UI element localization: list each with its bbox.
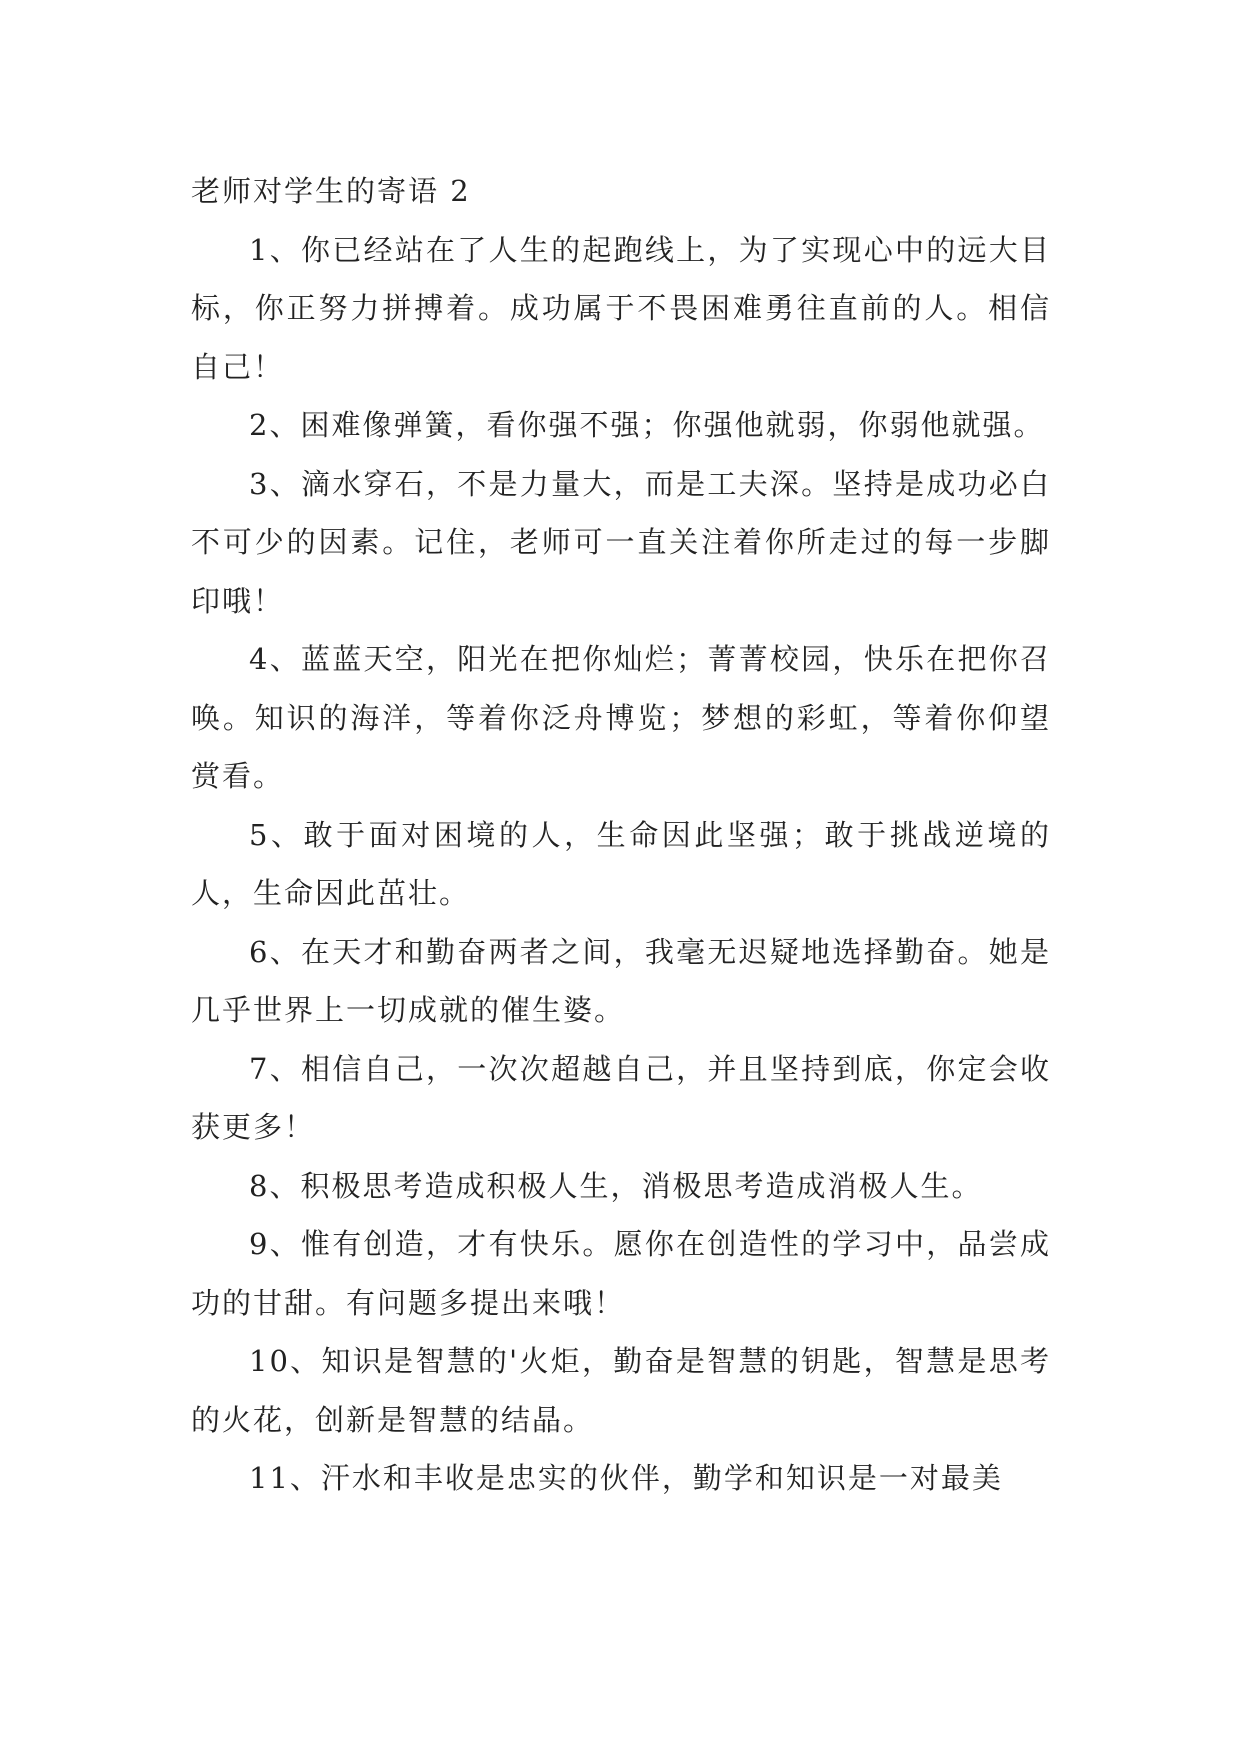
paragraph-8: 8、积极思考造成积极人生，消极思考造成消极人生。 bbox=[249, 1168, 983, 1203]
paragraph-4: 4、蓝蓝天空，阳光在把你灿烂；菁菁校园，快乐在把你召唤。知识的海洋，等着你泛舟博览；梦想的彩虹，等着你仰望赏看。 bbox=[191, 642, 1051, 793]
paragraph-7: 7、相信自己，一次次超越自己，并且坚持到底，你定会收获更多！ bbox=[191, 1051, 1051, 1144]
document-title: 老师对学生的寄语 2 bbox=[191, 174, 471, 208]
paragraph-6: 6、在天才和勤奋两者之间，我毫无迟疑地选择勤奋。她是几乎世界上一切成就的催生婆。 bbox=[191, 934, 1051, 1027]
paragraph-9: 9、惟有创造，才有快乐。愿你在创造性的学习中，品尝成功的甘甜。有问题多提出来哦！ bbox=[191, 1227, 1051, 1320]
document-body bbox=[191, 162, 1051, 1508]
paragraph-5: 5、敢于面对困境的人，生命因此坚强；敢于挑战逆境的人，生命因此茁壮。 bbox=[191, 817, 1051, 910]
paragraph-2: 2、困难像弹簧，看你强不强；你强他就弱，你弱他就强。 bbox=[249, 408, 1045, 442]
paragraph-1: 1、你已经站在了人生的起跑线上，为了实现心中的远大目标，你正努力拼搏着。成功属于不畏困难勇往直前的人。相信自己！ bbox=[191, 232, 1051, 384]
paragraph-3: 3、滴水穿石，不是力量大，而是工夫深。坚持是成功必白不可少的因素。记住，老师可一直关注着你所走过的每一步脚印哦！ bbox=[191, 466, 1051, 618]
paragraph-10: 10、知识是智慧的'火炬，勤奋是智慧的钥匙，智慧是思考的火花，创新是智慧的结晶。 bbox=[191, 1344, 1051, 1437]
paragraph-11: 11、汗水和丰收是忠实的伙伴，勤学和知识是一对最美 bbox=[249, 1461, 1003, 1495]
